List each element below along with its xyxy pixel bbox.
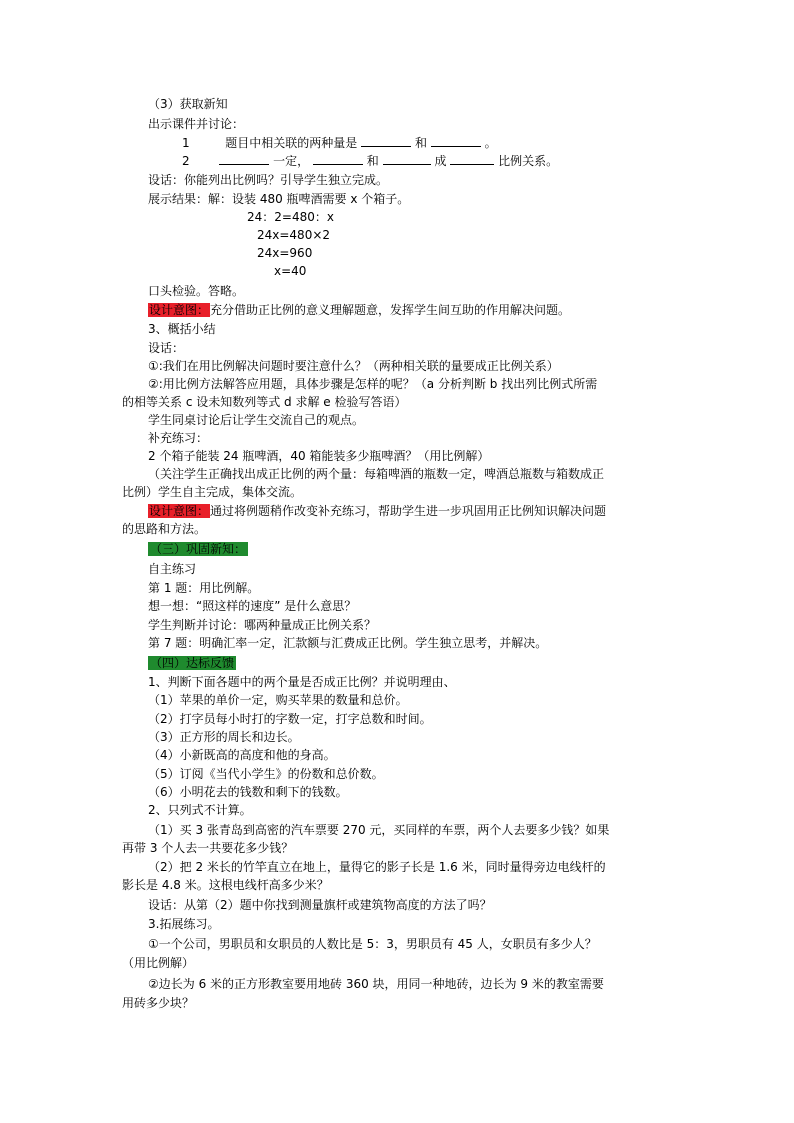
fill-blank [219, 153, 269, 165]
question-1 [182, 135, 497, 151]
text-line: 1、判断下面各题中的两个量是否成正比例？并说明理由、 [148, 675, 456, 689]
text-line: （1）买 3 张青岛到高密的汽车票要 270 元，买同样的车票，两个人去要多少钱？如果 [148, 823, 610, 837]
design-intent-line [148, 503, 606, 519]
question-text: 。 [484, 136, 497, 150]
text-line: 口头检验。答略。 [148, 284, 245, 298]
fill-blank [431, 135, 481, 147]
text-line: 再带 3 个人去一共要花多少钱？ [122, 841, 294, 855]
text: 通过将例题稍作改变补充练习，帮助学生进一步巩固用正比例知识解决问题 [210, 504, 607, 518]
text-line: 比例）学生自主完成，集体交流。 [122, 485, 303, 499]
question-text: 和 [414, 136, 427, 150]
text-line: （关注学生正确找出成正比例的两个量：每箱啤酒的瓶数一定，啤酒总瓶数与箱数成正 [148, 467, 605, 481]
text-line: 设话：从第（2）题中你找到测量旗杆或建筑物高度的方法了吗？ [148, 898, 492, 912]
text-line: ②边长为 6 米的正方形教室要用地砖 360 块，用同一种地砖，边长为 9 米的教室需要 [148, 977, 604, 991]
equation-line: 24：2=480：x [247, 210, 334, 224]
section-tag: （四）达标反馈 [150, 656, 235, 670]
text-line: （用比例解） [122, 956, 195, 970]
heading-summary: 3、概括小结 [148, 322, 216, 336]
fill-blank [313, 153, 363, 165]
text-line: （2）打字员每小时打的字数一定，打字总数和时间。 [148, 712, 432, 726]
text-line: （4）小新既高的高度和他的身高。 [148, 748, 336, 762]
equation-line: 24x=960 [257, 246, 313, 260]
text-line: 第 7 题：明确汇率一定，汇款额与汇费成正比例。学生独立思考，并解决。 [148, 636, 548, 650]
question-text: 成 [434, 154, 447, 168]
text-line: ①:我们在用比例解决问题时要注意什么？（两种相关联的量要成正比例关系） [148, 359, 559, 373]
text-line: 设话：你能列出比例吗？引导学生独立完成。 [148, 173, 389, 187]
text-line: （5）订阅《当代小学生》的份数和总价数。 [148, 767, 384, 781]
text: 充分借助正比例的意义理解题意，发挥学生间互助的作用解决问题。 [210, 303, 571, 317]
text-line: （3）正方形的周长和边长。 [148, 730, 300, 744]
question-2 [182, 153, 558, 169]
text-line: （2）把 2 米长的竹竿直立在地上，量得它的影子长是 1.6 米，同时量得旁边电线杆的 [148, 860, 606, 874]
text-line: 出示课件并讨论： [148, 117, 245, 131]
question-text: 题目中相关联的两种量是 [225, 136, 358, 150]
text-line: 展示结果：解：设装 480 瓶啤酒需要 x 个箱子。 [148, 192, 410, 206]
section-4-heading [148, 655, 236, 671]
text-line: 3.拓展练习。 [148, 917, 220, 931]
question-text: 一定， [273, 154, 310, 168]
design-intent-tag: 设计意图： [149, 504, 210, 518]
fill-blank [361, 135, 411, 147]
text-line: 的思路和方法。 [122, 522, 207, 536]
fill-blank [383, 153, 431, 165]
design-intent-tag: 设计意图： [149, 303, 210, 317]
fill-blank [450, 153, 494, 165]
text-line: 用砖多少块？ [122, 996, 195, 1010]
question-text: 比例关系。 [498, 154, 559, 168]
text-line: 学生同桌讨论后让学生交流自己的观点。 [148, 413, 365, 427]
design-intent-line [148, 302, 570, 318]
heading-acquire-knowledge: （3）获取新知 [148, 97, 228, 111]
text-line: 学生判断并讨论：哪两种量成正比例关系？ [148, 618, 377, 632]
text-line: ①一个公司，男职员和女职员的人数比是 5：3，男职员有 45 人，女职员有多少人？ [148, 937, 597, 951]
question-number: 2 [182, 154, 190, 168]
text-line: 设话： [148, 341, 185, 355]
text-line: 2、只列式不计算。 [148, 803, 252, 817]
question-text: 和 [366, 154, 379, 168]
text-line: 的相等关系 c 设未知数列等式 d 求解 e 检验写答语） [122, 395, 407, 409]
question-number: 1 [182, 136, 190, 150]
equation-line: 24x=480×2 [257, 228, 331, 242]
text-line: 第 1 题：用比例解。 [148, 581, 260, 595]
text-line: （6）小明花去的钱数和剩下的钱数。 [148, 785, 348, 799]
text-line: 自主练习 [148, 562, 197, 576]
section-tag: （三）巩固新知： [150, 542, 247, 556]
text-line: 影长是 4.8 米。这根电线杆高多少米？ [122, 878, 329, 892]
text-line: 想一想：“照这样的速度” 是什么意思？ [148, 599, 357, 613]
text-line: 补充练习： [148, 431, 209, 445]
section-3-heading [148, 541, 248, 557]
text-line: （1）苹果的单价一定，购买苹果的数量和总价。 [148, 693, 408, 707]
text-line: 2 个箱子能装 24 瓶啤酒，40 箱能装多少瓶啤酒？（用比例解） [148, 449, 490, 463]
equation-line: x=40 [274, 264, 307, 278]
text-line: ②:用比例方法解答应用题，具体步骤是怎样的呢？（a 分析判断 b 找出列比例式所需 [148, 377, 598, 391]
